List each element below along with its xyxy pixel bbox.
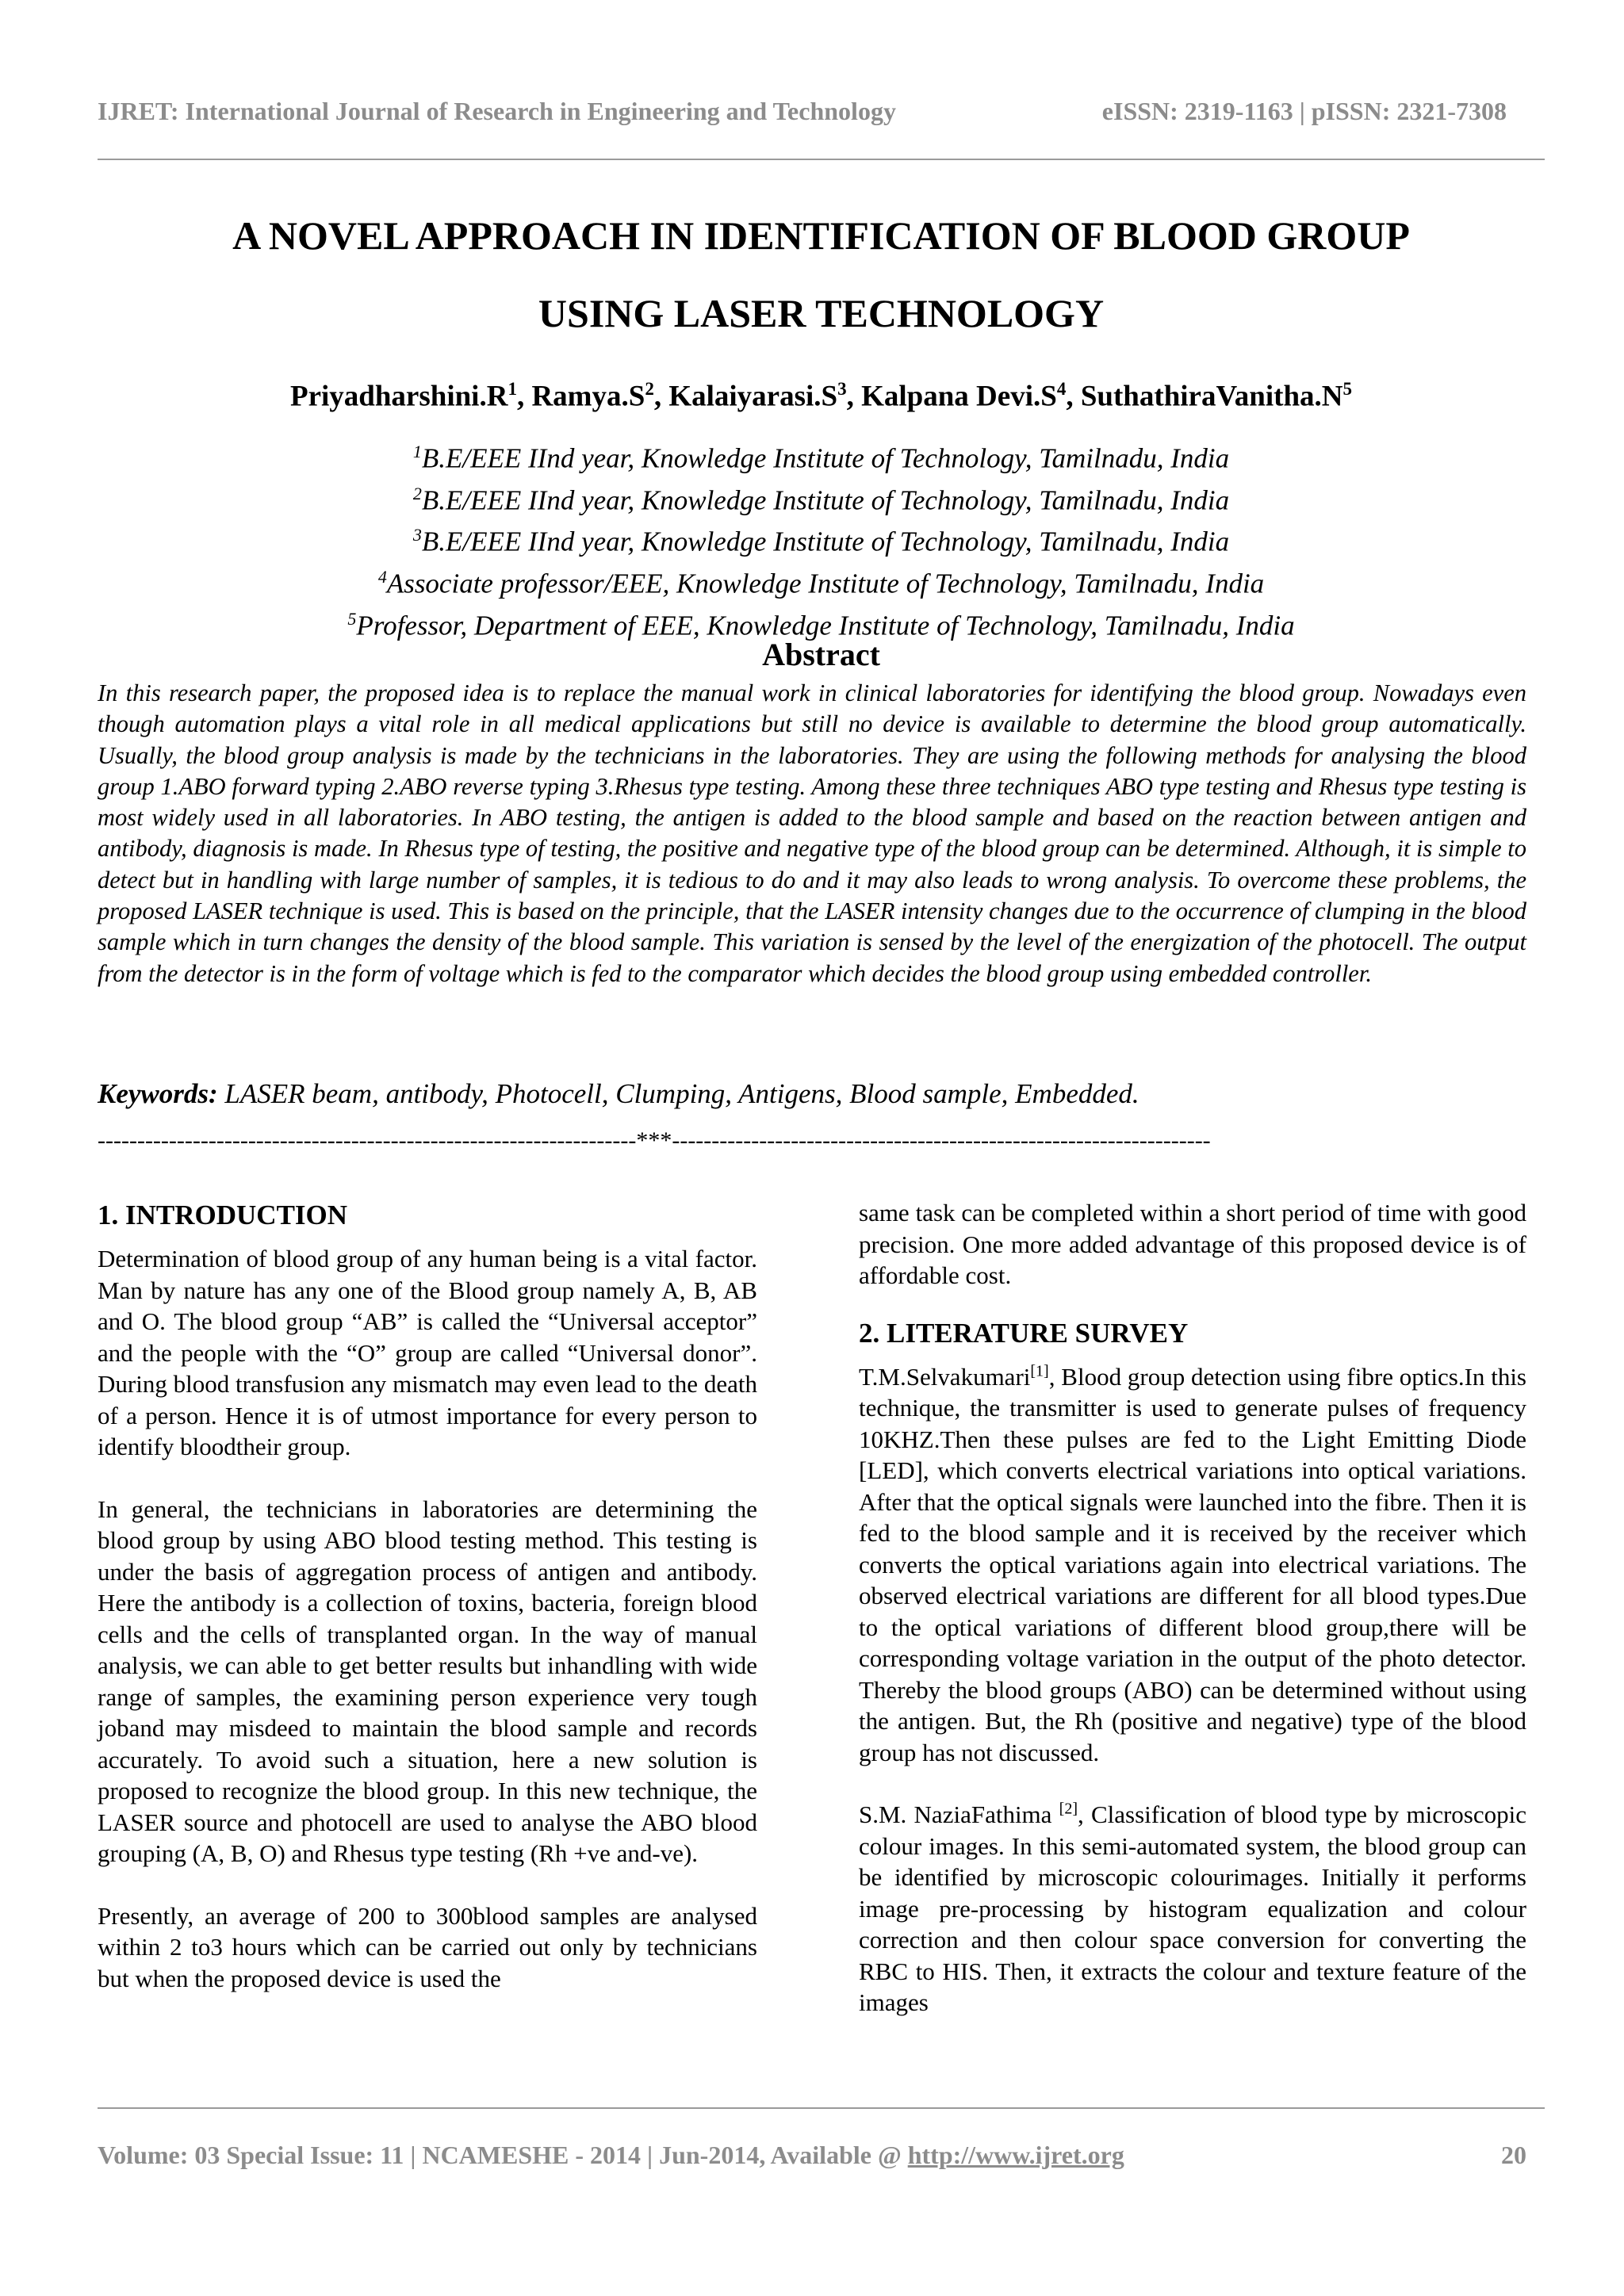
affiliation-sup: 5	[347, 608, 357, 629]
affiliation-sup: 1	[412, 442, 422, 461]
footer-rule	[98, 2107, 1545, 2109]
journal-link[interactable]: http://www.ijret.org	[907, 2141, 1124, 2169]
author-sep: ,	[516, 380, 532, 413]
reference-marker: [2]	[1059, 1800, 1078, 1818]
paragraph	[859, 1799, 1526, 2019]
author: Ramya.S	[531, 380, 645, 413]
author-sep: ,	[653, 380, 669, 413]
affiliation-sup: 2	[412, 483, 422, 503]
author: Priyadharshini.R	[289, 380, 508, 413]
author: SuthathiraVanitha.N	[1080, 380, 1343, 413]
affiliation-text: Professor, Department of EEE, Knowledge Institute of Technology, Tamilnadu, India	[356, 610, 1295, 641]
author-sup: 4	[1056, 379, 1067, 399]
abstract-text: In this research paper, the proposed idea is to replace the manual work in clinical laboratories for identifying the blood group. Nowadays even though automation plays a vital role in all medical applications but still no device is available to determine the blood group automatically. Usually, the blood group analysis is made by the technicians in the laboratories. They are using the following methods for analysing the blood group 1.ABO forward typing 2.ABO reverse typing 3.Rhesus type testing. Among these three techniques ABO type testing and Rhesus type testing is most widely used in all laboratories. In ABO testing, the antigen is added to the blood sample and based on the reaction between antigen and antibody, diagnosis is made. In Rhesus type of testing, the positive and negative type of the blood group can be determined. Although, it is simple to detect but in handling with large number of samples, it is tedious to do and it may also leads to wrong analysis. To overcome these problems, the proposed LASER technique is used. This is based on the principle, that the LASER intensity changes due to the occurrence of clumping in the blood sample which in turn changes the density of the blood sample. This variation is sensed by the level of the energization of the photocell. The output from the detector is in the form of voltage which is fed to the comparator which decides the blood group using embedded controller.	[98, 679, 1526, 987]
paragraph: same task can be completed within a short period of time with good precision. One more added advantage of this proposed device is of affordable cost.	[859, 1199, 1526, 1289]
keywords	[98, 1078, 1545, 1110]
author: Kalpana Devi.S	[861, 380, 1057, 413]
footer-text: Volume: 03 Special Issue: 11 | NCAMESHE - 2014 | Jun-2014, Available @	[98, 2141, 908, 2169]
journal-name: IJRET: International Journal of Research in Engineering and Technology	[98, 97, 896, 125]
running-footer	[98, 2141, 1526, 2177]
paragraph: Presently, an average of 200 to 300blood samples are analysed within 2 to3 hours which can be carried out only by technicians but when the proposed device is used the	[98, 1901, 757, 1992]
author-sup: 2	[645, 379, 654, 399]
author-list	[98, 379, 1545, 413]
author-sep: ,	[846, 380, 862, 413]
keywords-text: LASER beam, antibody, Photocell, Clumping, Antigens, Blood sample, Embedded.	[217, 1078, 1139, 1109]
issn-numbers: eISSN: 2319-1163 | pISSN: 2321-7308	[1101, 97, 1507, 125]
affiliation	[98, 434, 1545, 476]
affiliation-sup: 3	[412, 525, 422, 545]
paper-title	[98, 197, 1545, 352]
affiliation	[98, 560, 1545, 602]
affiliation	[98, 518, 1545, 560]
section-heading-literature-survey: 2. LITERATURE SURVEY	[859, 1317, 1189, 1349]
paragraph: Determination of blood group of any human being is a vital factor. Man by nature has any one of the Blood group namely A, B, AB and O. The blood group “AB” is called the “Universal acceptor” and the people with the “O” group are called “Universal donor”. During blood transfusion any mismatch may even lead to the death of a person. Hence it is of utmost importance for every person to identify bloodtheir group.	[98, 1245, 757, 1460]
title-line-2: USING LASER TECHNOLOGY	[538, 291, 1105, 335]
running-header	[98, 97, 1526, 133]
left-column	[98, 1197, 757, 1994]
author: Kalaiyarasi.S	[668, 380, 838, 413]
affiliation	[98, 476, 1545, 519]
footer-volume-info	[98, 2141, 1124, 2170]
paragraph-text: , Classification of blood type by microscopic colour images. In this semi-automated system, the blood group can be identified by microscopic colourimages. Initially it performs image pre-processing by histogram equalization and colour correction and then colour space conversion for converting the RBC to HIS. Then, it extracts the colour and texture feature of the images	[859, 1800, 1526, 2016]
paragraph: In general, the technicians in laboratories are determining the blood group by using ABO blood testing method. This testing is under the basis of aggregation process of antigen and antibody. Here the antibody is a collection of toxins, bacteria, foreign blood cells and the cells of transplanted organ. In the way of manual analysis, we can able to get better results but inhandling with wide range of samples, the examining person experience very tough joband may misdeed to maintain the blood sample and records accurately. To avoid such a situation, here a new solution is proposed to recognize the blood group. In this new technique, the LASER source and photocell are used to analyse the ABO blood grouping (A, B, O) and Rhesus type testing (Rh +ve and-ve).	[98, 1494, 757, 1867]
affiliation-list	[98, 434, 1545, 643]
affiliation-text: B.E/EEE IInd year, Knowledge Institute of Technology, Tamilnadu, India	[421, 526, 1230, 557]
cited-author: S.M. NaziaFathima	[859, 1800, 1059, 1828]
keywords-label: Keywords:	[98, 1078, 218, 1109]
cited-author: T.M.Selvakumari	[859, 1362, 1031, 1391]
header-rule	[98, 159, 1545, 160]
author-sup: 3	[837, 379, 847, 399]
affiliation-text: B.E/EEE IInd year, Knowledge Institute of Technology, Tamilnadu, India	[421, 442, 1230, 474]
abstract-heading: Abstract	[762, 637, 880, 672]
reference-marker: [1]	[1030, 1362, 1049, 1380]
page-number: 20	[1501, 2141, 1526, 2169]
author-sep: ,	[1066, 380, 1081, 413]
affiliation-sup: 4	[377, 566, 387, 587]
author-sup: 5	[1342, 379, 1353, 399]
right-column	[859, 1197, 1526, 2019]
paragraph-text: , Blood group detection using fibre optics.In this technique, the transmitter is used to generate pulses of frequency 10KHZ.Then these pulses are fed to the Light Emitting Diode [LED], which converts electrical variations into optical variations. After that the optical signals were launched into the fibre. Then it is fed to the blood sample and it is received by the receiver which converts the optical variations again into electrical variations. The observed electrical variations are different for all blood types.Due to the optical variations of different blood group,there will be corresponding voltage variation in the output of the photo detector. Thereby the blood groups (ABO) can be determined without using the antigen. But, the Rh (positive and negative) type of the blood group has not discussed.	[859, 1362, 1526, 1766]
section-separator: --------------------------------------------------------------------***--------------------------------------------------------------------	[98, 1127, 1211, 1154]
title-line-1: A NOVEL APPROACH IN IDENTIFICATION OF BLOOD GROUP	[232, 213, 1410, 258]
author-sup: 1	[508, 379, 517, 399]
affiliation-text: Associate professor/EEE, Knowledge Institute of Technology, Tamilnadu, India	[386, 568, 1265, 599]
affiliation-text: B.E/EEE IInd year, Knowledge Institute of Technology, Tamilnadu, India	[421, 484, 1230, 516]
section-heading-introduction: 1. INTRODUCTION	[98, 1200, 348, 1230]
paragraph	[859, 1361, 1526, 1769]
